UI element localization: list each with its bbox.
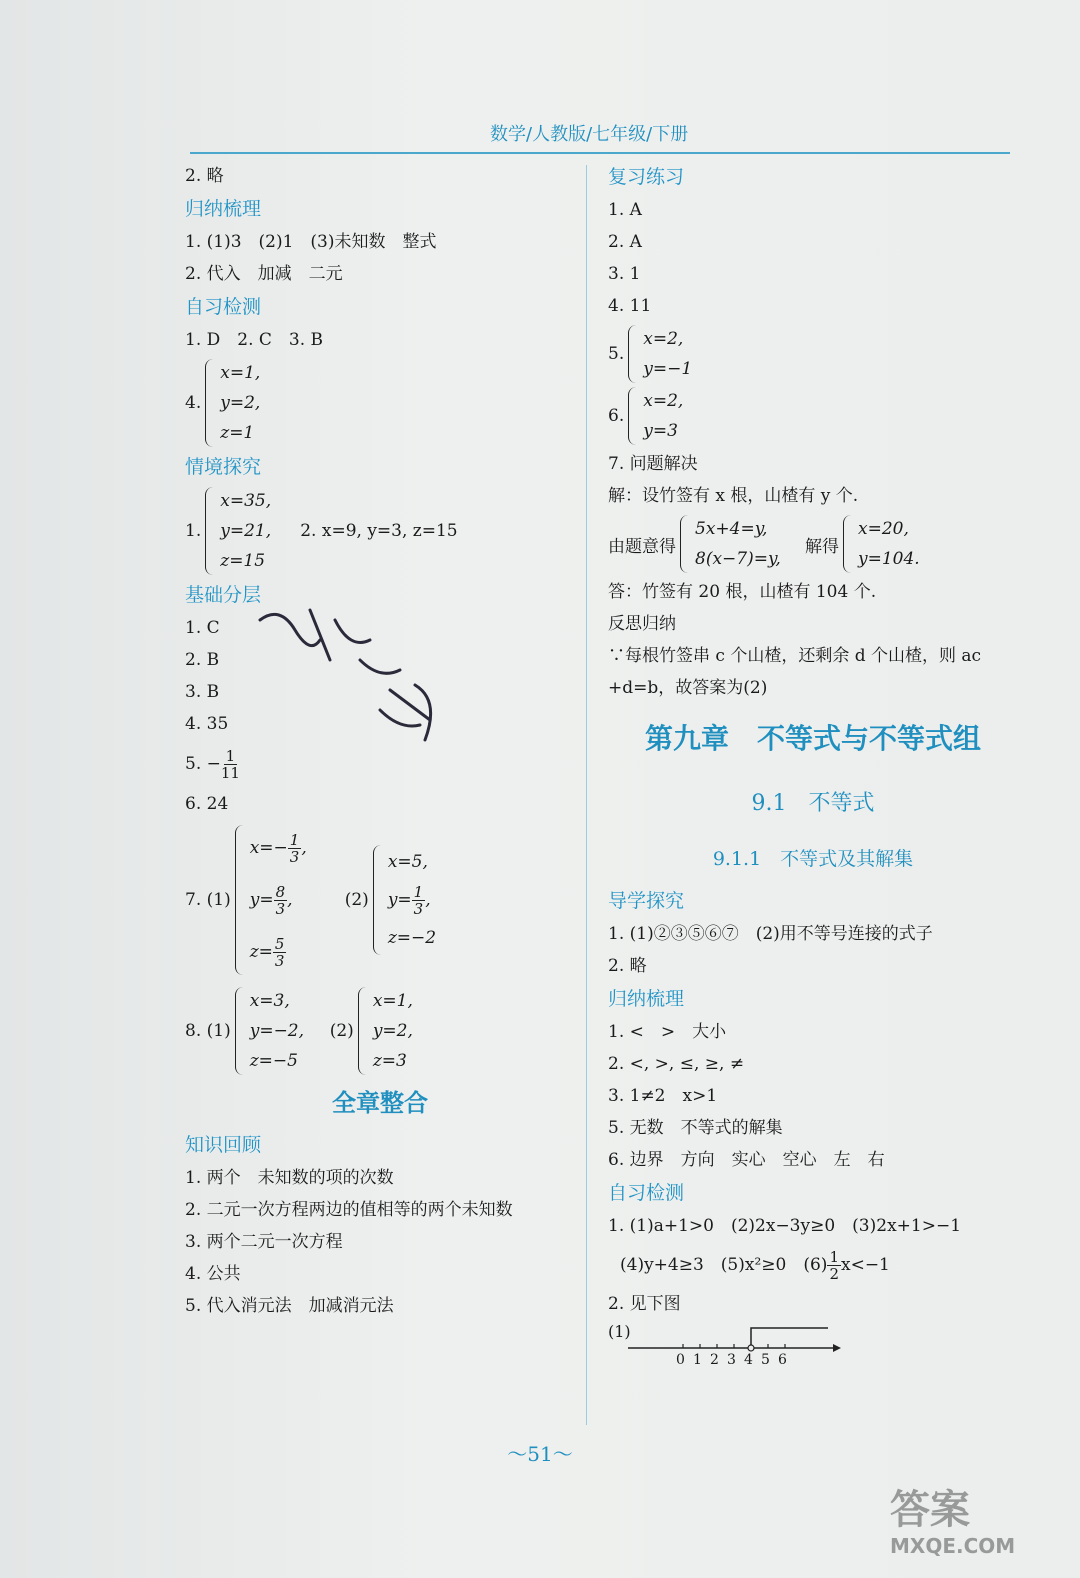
brace-icon: [843, 515, 854, 573]
answer-line: 1. 两个 未知数的项的次数: [185, 1168, 394, 1188]
answer-line: 反思归纳: [608, 614, 676, 634]
answer-line: 6. 边界 方向 实心 空心 左 右: [608, 1150, 885, 1170]
section-title: 9.1 不等式: [751, 791, 875, 816]
section-heading: 复习练习: [608, 166, 685, 188]
handwriting-scribble-icon: [250, 600, 470, 750]
answer-line: 6. 24: [185, 794, 229, 814]
watermark-logo: 答案 MXQE.COM: [890, 1487, 1016, 1558]
answer-line: 解：设竹签有 x 根，山楂有 y 个.: [608, 486, 859, 506]
answer-line: 1. (1)a+1>0 (2)2x−3y≥0 (3)2x+1>−1: [608, 1216, 962, 1236]
running-header: 数学/人教版/七年级/下册: [190, 118, 1010, 154]
answer-line: 1. < > 大小: [608, 1022, 727, 1042]
brace-icon: [205, 359, 216, 447]
answer-line: 1. (1)3 (2)1 (3)未知数 整式: [185, 232, 437, 252]
brace-icon: [680, 515, 691, 573]
equation-system: 6. x=2, y=3: [608, 386, 1018, 446]
answer-line: (4)y+4≥3 (5)x²≥0 (6) $\frac{1}{2}$ x<−1: [620, 1248, 890, 1283]
answer-line: 1. D 2. C 3. B: [185, 330, 324, 350]
number-line: (1) 0 1 2 3 4 5 6: [608, 1320, 1018, 1370]
answer-line: 2. 二元一次方程两边的值相等的两个未知数: [185, 1200, 513, 1220]
right-column: [608, 160, 1018, 1370]
brace-icon: [373, 845, 384, 955]
equation-system-8: 8. (1) x=3, y=−2, z=−5 (2) x=1, y=2, z=3: [185, 986, 575, 1076]
answer-line: 5. 无数 不等式的解集: [608, 1118, 783, 1138]
chapter-title: 第九章 不等式与不等式组: [644, 722, 981, 755]
answer-line: 4. 35: [185, 714, 229, 734]
answer-line: 3. 两个二元一次方程: [185, 1232, 343, 1252]
answer-line: ∵每根竹签串 c 个山楂，还剩余 d 个山楂，则 ac: [608, 646, 982, 666]
answer-line: 1. (1)②③⑤⑥⑦ (2)用不等号连接的式子: [608, 924, 933, 944]
equation-system: 5. x=2, y=−1: [608, 324, 1018, 384]
section-heading: 自习检测: [185, 296, 262, 318]
answer-line: 5. − $\frac{1}{11}$: [185, 747, 240, 782]
answer-line: 5. 代入消元法 加减消元法: [185, 1296, 394, 1316]
answer-line: 2. 略: [608, 956, 647, 976]
answer-line: 3. 1≠2 x>1: [608, 1086, 718, 1106]
section-heading: 归纳梳理: [185, 198, 262, 220]
section-heading: 情境探究: [185, 456, 262, 478]
answer-line: 3. B: [185, 682, 220, 702]
equation-system: 4. x=1, y=2, z=1: [185, 358, 575, 448]
brace-icon: [205, 487, 216, 575]
answer-line: 1. A: [608, 200, 642, 220]
answer-line: 2. A: [608, 232, 642, 252]
answer-line: 2. <, >, ≤, ≥, ≠: [608, 1054, 745, 1074]
section-heading: 导学探究: [608, 890, 685, 912]
equation-system: 1. x=35, y=21, z=15 2. x=9, y=3, z=15: [185, 486, 575, 576]
answer-line: 2. 代入 加减 二元: [185, 264, 343, 284]
section-heading: 基础分层: [185, 584, 262, 606]
answer-line: 4. 11: [608, 296, 652, 316]
answer-line: 2. B: [185, 650, 220, 670]
section-heading: 知识回顾: [185, 1134, 262, 1156]
page-number: ～51～: [507, 1442, 573, 1466]
answer-line: 答：竹签有 20 根，山楂有 104 个.: [608, 582, 877, 602]
answer-line: 2. 见下图: [608, 1294, 681, 1314]
answer-line: +d=b，故答案为(2): [608, 678, 768, 698]
brace-icon: [235, 987, 246, 1075]
answer-line: 7. 问题解决: [608, 454, 698, 474]
brace-icon: [628, 387, 639, 445]
number-line-ticks: 0 1 2 3 4 5 6: [676, 1352, 787, 1368]
answer-line: 3. 1: [608, 264, 641, 284]
section-heading: 自习检测: [608, 1182, 685, 1204]
section-heading: 归纳梳理: [608, 988, 685, 1010]
brace-icon: [235, 825, 246, 975]
answer-line: 1. C: [185, 618, 220, 638]
column-divider: [586, 165, 587, 1425]
chapter-summary-heading: 全章整合: [332, 1088, 428, 1117]
brace-icon: [628, 325, 639, 383]
answer-line: 4. 公共: [185, 1264, 241, 1284]
equation-system: 由题意得 5x+4=y, 8(x−7)=y, 解得 x=20, y=104.: [608, 514, 1018, 574]
answer-line: 2. 略: [185, 166, 224, 186]
subsection-title: 9.1.1 不等式及其解集: [712, 848, 914, 870]
equation-system-7: 7. (1) x=− $\frac{1}{3}$ , y= $\frac{8}{3}$ , z= $\frac{5}{3}$ (2) x=5, y= $\frac{1}{3}$ , z=−2: [185, 822, 575, 978]
brace-icon: [358, 987, 369, 1075]
